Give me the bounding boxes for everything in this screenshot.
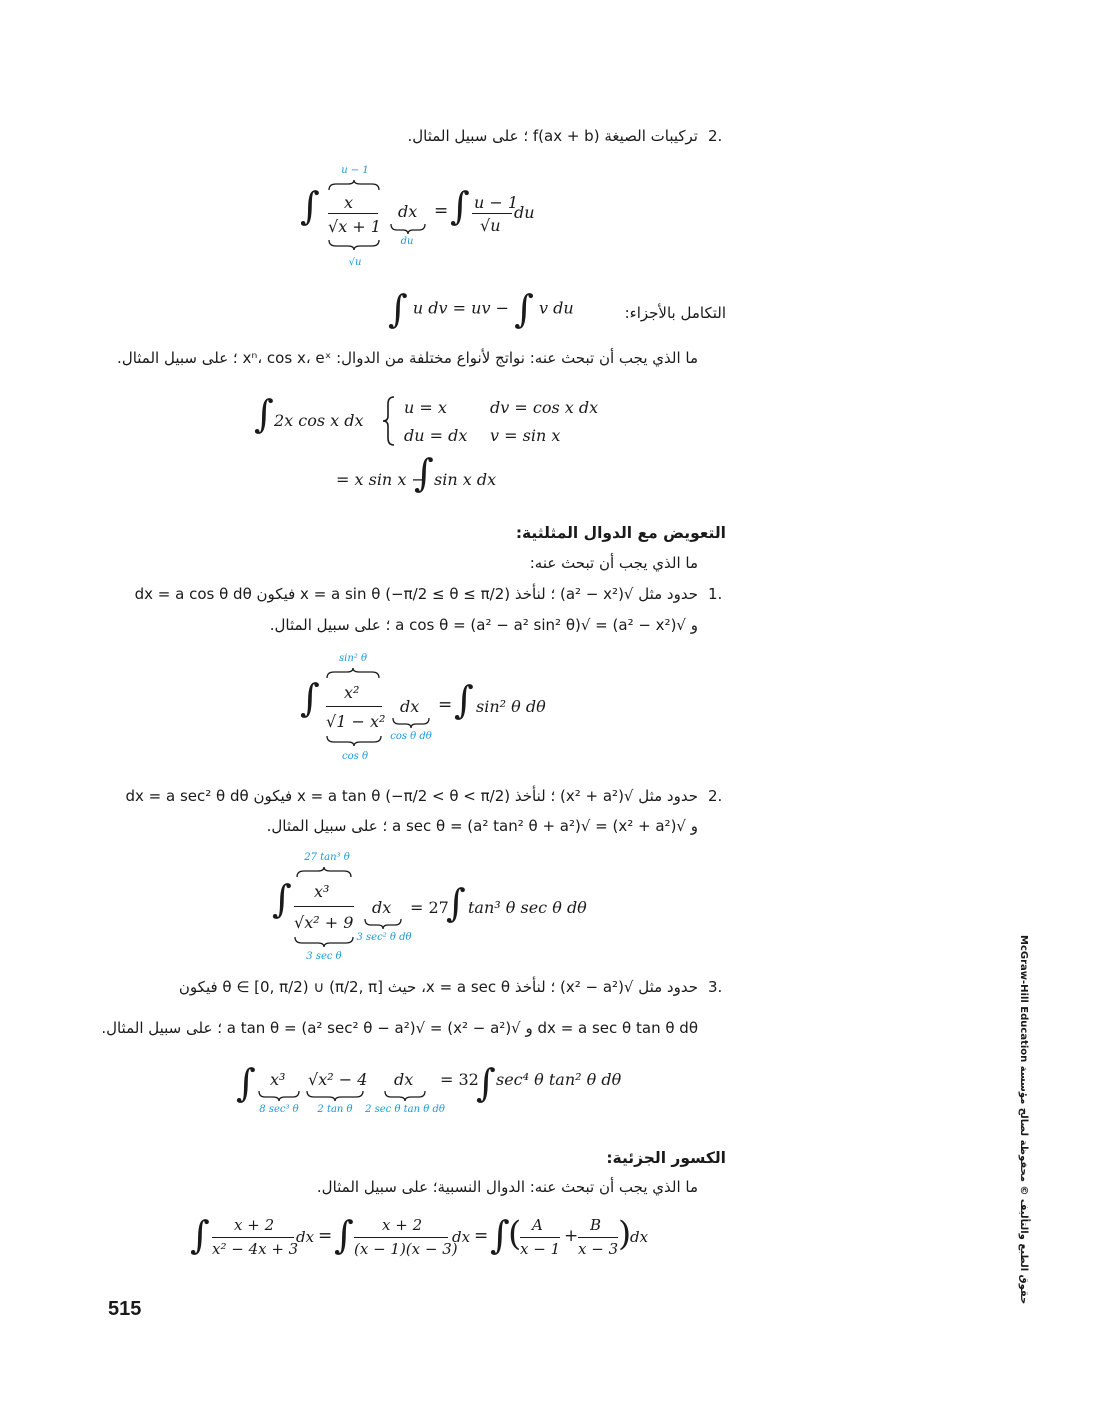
annotation-dx: 3 sec² θ dθ [356,932,412,943]
equals-sign: = [434,201,449,221]
parts-result: = x sin x − [336,470,425,489]
annotation-dx: cos θ dθ [390,731,432,742]
underbrace-dx [390,223,426,235]
parts-label: التكامل بالأجزاء: [624,304,726,322]
rhs-coefficient: = 27 [410,898,449,917]
partial-example [190,1210,660,1270]
system-du: du = dx [404,426,468,445]
denominator: √x² + 9 [294,913,354,932]
integral-sign: ∫ [190,1213,210,1257]
integral-sign: ∫ [334,1213,354,1257]
numerator: x² [344,683,360,702]
underbrace [294,936,354,948]
system-u: u = x [404,398,447,417]
dx-term: dx [400,697,420,716]
rhs: sin² θ dθ [476,697,546,716]
denominator: √x + 1 [328,217,381,236]
underbrace-3 [384,1090,426,1102]
partial-heading: الكسور الجزئية: [606,1149,726,1167]
case1-example [300,653,600,768]
f1-numerator: x + 2 [234,1216,275,1234]
fraction-bar [326,706,382,707]
left-paren: ( [508,1214,522,1254]
integral-sign: ∫ [414,451,434,495]
pB-denominator: x − 3 [578,1240,619,1258]
parts-formula-text: u dv = uv − [412,298,509,318]
case3-line1: حدود مثل √(x² − a²) ؛ لنأخذ x = a sec θ، حيث θ ∈ [0, π/2) ∪ (π/2, π] فيكون [178,978,698,996]
rhs-coefficient: = 32 [440,1070,479,1089]
equals-sign: = [438,695,453,715]
left-brace [382,396,396,446]
rhs-du: du [514,203,535,222]
numerator: x³ [314,882,330,901]
annotation-bottom: cos θ [342,751,368,762]
underbrace [328,239,380,251]
rhs-numerator: u − 1 [474,193,519,212]
annotation-top: 27 tan³ θ [304,852,350,863]
f2-denominator: (x − 1)(x − 3) [354,1240,458,1258]
case3-number: 3. [708,978,723,996]
case3-line2: dx = a sec θ tan θ dθ و √(x² − a²) = √(a² sec² θ − a²) = a tan θ ؛ على سبيل المثال. [101,1019,698,1037]
case1-line2: و √(a² − x²) = √(a² − a² sin² θ) = a cos θ ؛ على سبيل المثال. [269,616,698,634]
annotation-top: u − 1 [341,165,369,176]
integral-sign: ∫ [454,678,474,722]
rhs: tan³ θ sec θ dθ [468,898,587,917]
case2-line2: و √(x² + a²) = √(a² tan² θ + a²) = a sec θ ؛ على سبيل المثال. [266,817,698,835]
case2-number: 2. [708,787,723,805]
equals-2: = [474,1226,489,1246]
denominator: √1 − x² [326,712,386,731]
f1-denominator: x² − 4x + 3 [212,1240,299,1258]
annotation-dx: du [400,236,414,247]
underbrace-dx [364,918,402,930]
case1-number: 1. [708,585,723,603]
integral-sign: ∫ [300,676,320,720]
case1-line1: حدود مثل √(a² − x²) ؛ لنأخذ x = a sin θ (−π/2 ≤ θ ≤ π/2) فيكون dx = a cos θ dθ [134,585,698,603]
fraction-bar [328,213,378,214]
parts-look-for: ما الذي يجب أن تبحث عنه: نواتج لأنواع مختلفة من الدوال: xⁿ، cos x، eˣ ؛ على سبيل المثال. [117,349,698,367]
integral-sign: ∫ [272,877,292,921]
parts-result-tail: sin x dx [434,470,497,489]
overbrace [328,179,380,191]
integral-sign: ∫ [514,287,534,331]
f2-numerator: x + 2 [382,1216,423,1234]
partial-look-for: ما الذي يجب أن تبحث عنه: الدوال النسبية؛ على سبيل المثال. [316,1178,698,1196]
term-dx: dx [394,1070,414,1089]
annotation-3: 2 sec θ tan θ dθ [365,1104,445,1115]
integral-sign: ∫ [236,1061,256,1105]
copyright-sidebar [1015,935,1031,1305]
item-number: 2. [708,127,723,145]
rhs-denominator: √u [480,216,501,235]
system-dv: dv = cos x dx [490,398,599,417]
copyright-text: McGraw-Hill Education حقوق الطبع والتأليف © محفوظة لصالح مؤسسة [1018,935,1029,1305]
dx-2: dx [452,1228,471,1246]
term-x3: x³ [270,1070,286,1089]
pA-numerator: A [532,1216,543,1234]
f1-bar [212,1237,294,1238]
case2-line1: حدود مثل √(x² + a²) ؛ لنأخذ x = a tan θ (−π/2 < θ < π/2) فيكون dx = a sec² θ dθ [125,787,698,805]
dx-1: dx [296,1228,315,1246]
pA-denominator: x − 1 [520,1240,561,1258]
f2-bar [354,1237,448,1238]
pB-bar [578,1237,618,1238]
underbrace-dx [392,717,430,729]
underbrace-1 [258,1090,300,1102]
composition-example [300,165,600,275]
right-paren: ) [618,1214,632,1254]
integral-sign: ∫ [254,392,274,436]
annotation-bottom: √u [348,257,362,268]
trig-heading: التعويض مع الدوال المثلثية: [515,524,726,542]
case2-example [272,852,612,967]
numerator: x [344,193,354,212]
annotation-top: sin² θ [339,653,367,664]
integral-sign: ∫ [300,184,320,228]
compositions-text: تركيبات الصيغة f(ax + b) ؛ على سبيل المثال. [407,127,698,145]
parts-example [254,392,614,502]
dx-term: dx [372,898,392,917]
trig-look-for: ما الذي يجب أن تبحث عنه: [529,554,698,572]
example-integrand: 2x cos x dx [274,411,364,430]
plus-sign: + [564,1226,579,1246]
dx-3: dx [630,1228,649,1246]
parts-formula [388,287,574,331]
integral-sign: ∫ [476,1061,496,1105]
underbrace [326,735,382,747]
dx-term: dx [398,202,418,221]
integral-sign: ∫ [450,184,470,228]
pA-bar [520,1237,560,1238]
overbrace [326,667,380,679]
annotation-1: 8 sec³ θ [259,1104,299,1115]
fraction-bar [294,906,354,907]
pB-numerator: B [590,1216,602,1234]
annotation-2: 2 tan θ [317,1104,353,1115]
system-v: v = sin x [490,426,561,445]
rhs-fraction-bar [472,213,512,214]
parts-formula-tail: v du [539,298,574,318]
case3-example [236,1060,636,1130]
overbrace [296,866,352,878]
underbrace-2 [306,1090,364,1102]
annotation-bottom: 3 sec θ [306,951,342,962]
integral-sign: ∫ [388,287,408,331]
equals-1: = [318,1226,333,1246]
integral-sign: ∫ [490,1213,510,1257]
term-sqrt: √x² − 4 [308,1070,368,1089]
integral-sign: ∫ [446,881,466,925]
page-number: 515 [108,1298,142,1320]
rhs: sec⁴ θ tan² θ dθ [496,1070,622,1089]
